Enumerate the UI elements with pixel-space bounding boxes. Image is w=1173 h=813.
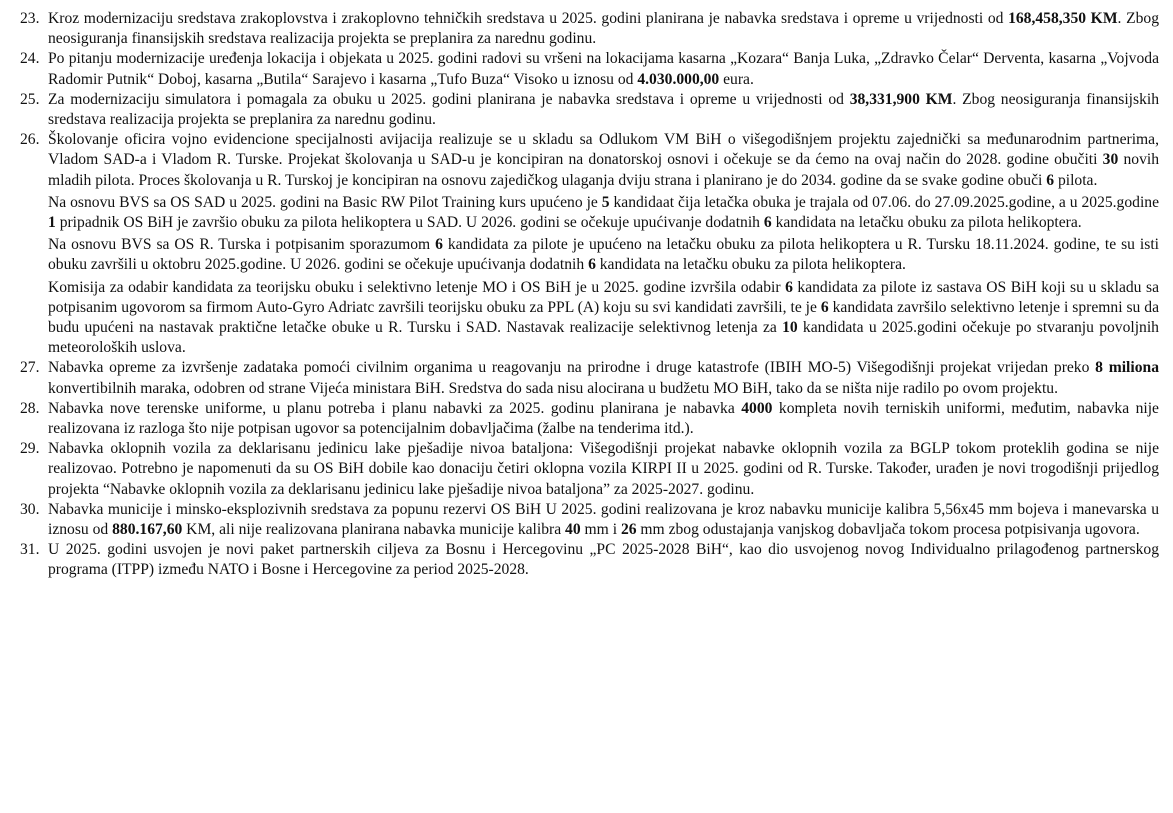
bold-text: 5 [601,193,610,211]
text-run: kandidata za pilote je upućeno na letačku obuku za pilota helikoptera u R. Tursku 18.11.2024. godine, te su isti obuku završili u oktobru 2025.godine. U 2026. godini se očekuje upućivanja dodatnih [48,236,1159,274]
bold-text: 6 [588,256,596,274]
list-item [20,540,1159,580]
item-number: 23. [20,10,40,27]
text-run: Nabavka oklopnih vozila za deklarisanu jedinicu lake pješadije nivoa bataljona: Višegodišnji projekat nabavke oklopnih vozila za BGLP tokom proteklih godina se nije realizovao. Potrebno je napomenuti da su OS BiH dobile kao donaciju četiri oklopna vozila KIRPI II u 2025. godini od R. Turske. Također, urađen je novi trogodišnji prijedlog projekta “Nabavke oklopnih vozila za deklarisanu jedinicu lake pješadije nivoa bataljona” za 2025-2027. godinu. [48,440,1159,498]
item-body [48,130,1159,358]
bold-text: 40 [565,521,581,539]
bold-text: 4.030.000,00 [637,70,720,88]
item-number: 26. [20,131,40,149]
item-number: 30. [20,500,40,518]
text-run: Komisija za odabir kandidata za teorijsku obuku i selektivno letenje MO i OS BiH je u 2025. godine izvršila odabir [48,278,786,296]
item-body [48,9,1159,49]
text-run: Nabavka nove terenske uniforme, u planu potreba i planu nabavki za 2025. godinu planirana je nabavka [48,399,742,417]
text-run: Školovanje oficira vojno evidencione specijalnosti avijacija realizuje se u skladu sa Odlukom VM BiH o višegodišnjem projektu zajednički sa međunarodnim partnerima, Vladom SAD-a i Vladom R. Turske. Projekat školovanja u SAD-u je koncipiran na donatorskoj osnovi i očekuje se da ćemo na ovaj način do 2028. godine obučiti [48,131,1159,169]
list-item [20,358,1159,398]
text-run: pilota. [1054,171,1098,189]
list-item [20,439,1159,500]
text-run: . Zbog neosiguranja finansijskih sredstava realizacija projekta se preplanira za narednu godinu. [48,10,1159,48]
text-run: KM, ali nije realizovana planirana nabavka municije kalibra [182,521,566,539]
text-run: eura. [719,70,754,88]
bold-text: 6 [763,214,772,232]
text-run: mm i [580,521,621,539]
paragraph [48,278,1159,359]
paragraph [48,90,1159,130]
item-body [48,500,1159,540]
text-run: mm zbog odustajanja vanjskog dobavljača tokom procesa potpisivanja ugovora. [636,521,1140,539]
paragraph [48,500,1159,540]
list-item [20,500,1159,540]
text-run: Na osnovu BVS sa OS R. Turska i potpisanim sporazumom [48,236,436,254]
text-run: kandidata završilo selektivno letenje i spremni su da budu upućeni na nastavak praktične letačke obuke u R. Tursku i SAD. Nastavak realizacije selektivnog letenja za [48,298,1159,337]
item-body [48,358,1159,398]
paragraph [48,193,1159,233]
text-run: Nabavka municije i minsko-eksplozivnih sredstava za popunu rezervi OS BiH U 2025. godini realizovana je kroz nabavku municije kalibra 5,56x45 mm bojeva i manevarska u iznosu od [48,500,1159,539]
text-run: kandidaat čija letačka obuka je trajala od 07.06. do 27.09.2025.godine, a u 2025.godine [609,193,1160,211]
list-item [20,90,1159,130]
text-run: Kroz modernizaciju sredstava zrakoplovstva i zrakoplovno tehničkih sredstava u 2025. godini planirana je nabavka sredstava i opreme u vrijednosti od [48,10,1009,27]
paragraph [48,130,1159,191]
paragraph [48,235,1159,275]
paragraph [48,540,1159,580]
text-run: Po pitanju modernizacije uređenja lokacija i objekata u 2025. godini radovi su vršeni na lokacijama kasarna „Kozara“ Banja Luka, „Zdravko Čelar“ Derventa, kasarna „Vojvoda Radomir Putnik“ Doboj, kasarna „Butila“ Sarajevo i kasarna „Tufo Buza“ Visoko u iznosu od [48,50,1159,88]
item-number: 31. [20,541,40,559]
list-item [20,9,1159,49]
item-body [48,540,1159,580]
item-number: 29. [20,440,40,458]
list-item [20,49,1159,89]
text-run: kandidata u 2025.godini očekuje po stvaranju povoljnih meteoroloških uslova. [48,319,1159,357]
bold-text: 26 [620,521,637,539]
paragraph [48,358,1159,398]
bold-text: 30 [1102,151,1119,169]
bold-text: 6 [820,298,829,316]
item-body [48,439,1159,500]
item-body [48,399,1159,439]
bold-text: 10 [782,319,798,337]
paragraph [48,49,1159,89]
text-run: Za modernizaciju simulatora i pomagala za obuku u 2025. godini planirana je nabavka sredstava i opreme u vrijednosti od [48,90,850,108]
text-run: Na osnovu BVS sa OS SAD u 2025. godini na Basic RW Pilot Training kurs upućeno je [48,193,602,211]
text-run: kandidata za pilote iz sastava OS BiH koji su u skladu sa potpisanim ugovorom sa firmom Auto-Gyro Adriatc završili teorijsku obuku za PPL (A) koju su svi kandidati završili, te je [48,278,1159,316]
text-run: . Zbog neosiguranja finansijskih sredstava realizacija projekta se preplanira za narednu godinu. [48,90,1160,129]
item-number: 27. [20,359,40,377]
list-item [20,130,1159,358]
bold-text: 8 miliona [1095,359,1159,377]
paragraph [48,9,1159,49]
bold-text: 6 [435,236,443,254]
text-run: pripadnik OS BiH je završio obuku za pilota helikoptera u SAD. U 2026. godini se očekuje upućivanje dodatnih [55,214,764,232]
item-number: 24. [20,50,40,68]
list-item [20,399,1159,439]
item-body [48,90,1159,130]
bold-text: 38,331,900 KM [849,90,953,108]
text-run: Nabavka opreme za izvršenje zadataka pomoći civilnim organima u reagovanju na prirodne i druge katastrofe (IBIH MO-5) Višegodišnji projekat vrijedan preko [48,359,1096,377]
bold-text: 4000 [741,399,773,417]
text-run: konvertibilnih maraka, odobren od strane Vijeća ministara BiH. Sredstva do sada nisu alocirana u budžetu MO BiH, tako da se ništa nije radilo po ovom projektu. [48,379,1058,397]
text-run: kompleta novih terniskih uniformi, međutim, nabavka nije realizovana iz razloga što nije potpisan ugovor sa potencijalnim dobavljačima (žalbe na tenderima itd.). [48,399,1159,438]
item-number: 25. [20,90,40,108]
bold-text: 880.167,60 [112,521,183,539]
paragraph [48,439,1159,500]
item-number: 28. [20,399,40,417]
bold-text: 168,458,350 KM [1008,10,1118,27]
paragraph [48,399,1159,439]
bold-text: 6 [785,278,793,296]
bold-text: 6 [1046,171,1055,189]
text-run: kandidata na letačku obuku za pilota helikoptera. [771,214,1082,232]
bold-text: 1 [48,214,56,232]
text-run: U 2025. godini usvojen je novi paket partnerskih ciljeva za Bosnu i Hercegovinu „PC 2025-2028 BiH“, kao dio usvojenog novog Individualno prilagođenog partnerskog programa (ITPP) između NATO i Bosne i Hercegovine za period 2025-2028. [48,541,1159,579]
item-body [48,49,1159,89]
text-run: novih mladih pilota. Proces školovanja u R. Turskoj je koncipiran na osnovu zajedičkog ulaganja dviju strana i planirano je do 2034. godine da se svake godine obuči [48,151,1159,189]
text-run: kandidata na letačku obuku za pilota helikoptera. [595,256,906,274]
